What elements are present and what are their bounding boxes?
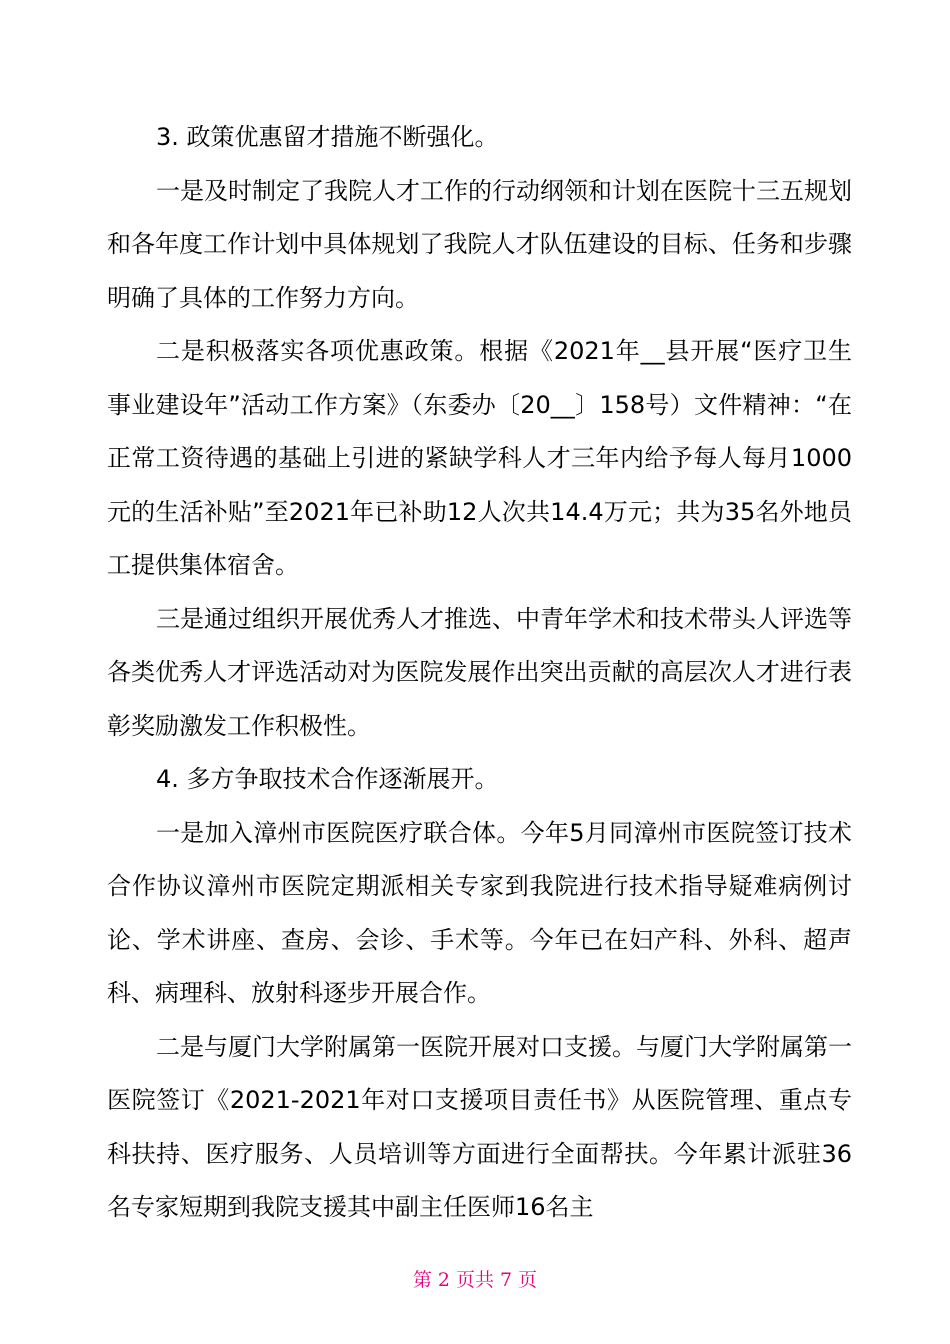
paragraph: 一是加入漳州市医院医疗联合体。今年5月同漳州市医院签订技术合作协议漳州市医院定期派相关专家到我院进行技术指导疑难病例讨论、学术讲座、查房、会诊、手术等。今年已在妇产科、外科、超声科、病理科、放射科逐步开展合作。 [107,818,852,1007]
paragraph: 一是及时制定了我院人才工作的行动纲领和计划在医院十三五规划和各年度工作计划中具体规划了我院人才队伍建设的目标、任务和步骤明确了具体的工作努力方向。 [107,176,852,312]
paragraph: 二是积极落实各项优惠政策。根据《2021年__县开展“医疗卫生事业建设年”活动工作方案》（东委办〔20__〕158号）文件精神：“在正常工资待遇的基础上引进的紧缺学科人才三年内给予每人每月1000元的生活补贴”至2021年已补助12人次共14.4万元；共为35名外地员工提供集体宿舍。 [107,337,852,579]
paragraph: 三是通过组织开展优秀人才推选、中青年学术和技术带头人评选等各类优秀人才评选活动对为医院发展作出突出贡献的高层次人才进行表彰奖励激发工作积极性。 [107,604,852,740]
document-body [107,111,852,1235]
paragraph: 二是与厦门大学附属第一医院开展对口支援。与厦门大学附属第一医院签订《2021-2021年对口支援项目责任书》从医院管理、重点专科扶持、医疗服务、人员培训等方面进行全面帮扶。今年累计派驻36名专家短期到我院支援其中副主任医师16名主 [107,1032,852,1221]
section-heading-4: 4. 多方争取技术合作逐渐展开。 [156,765,499,793]
page-number-footer: 第 2 页共 7 页 [412,1269,538,1291]
section-heading-3: 3. 政策优惠留才措施不断强化。 [156,123,499,151]
